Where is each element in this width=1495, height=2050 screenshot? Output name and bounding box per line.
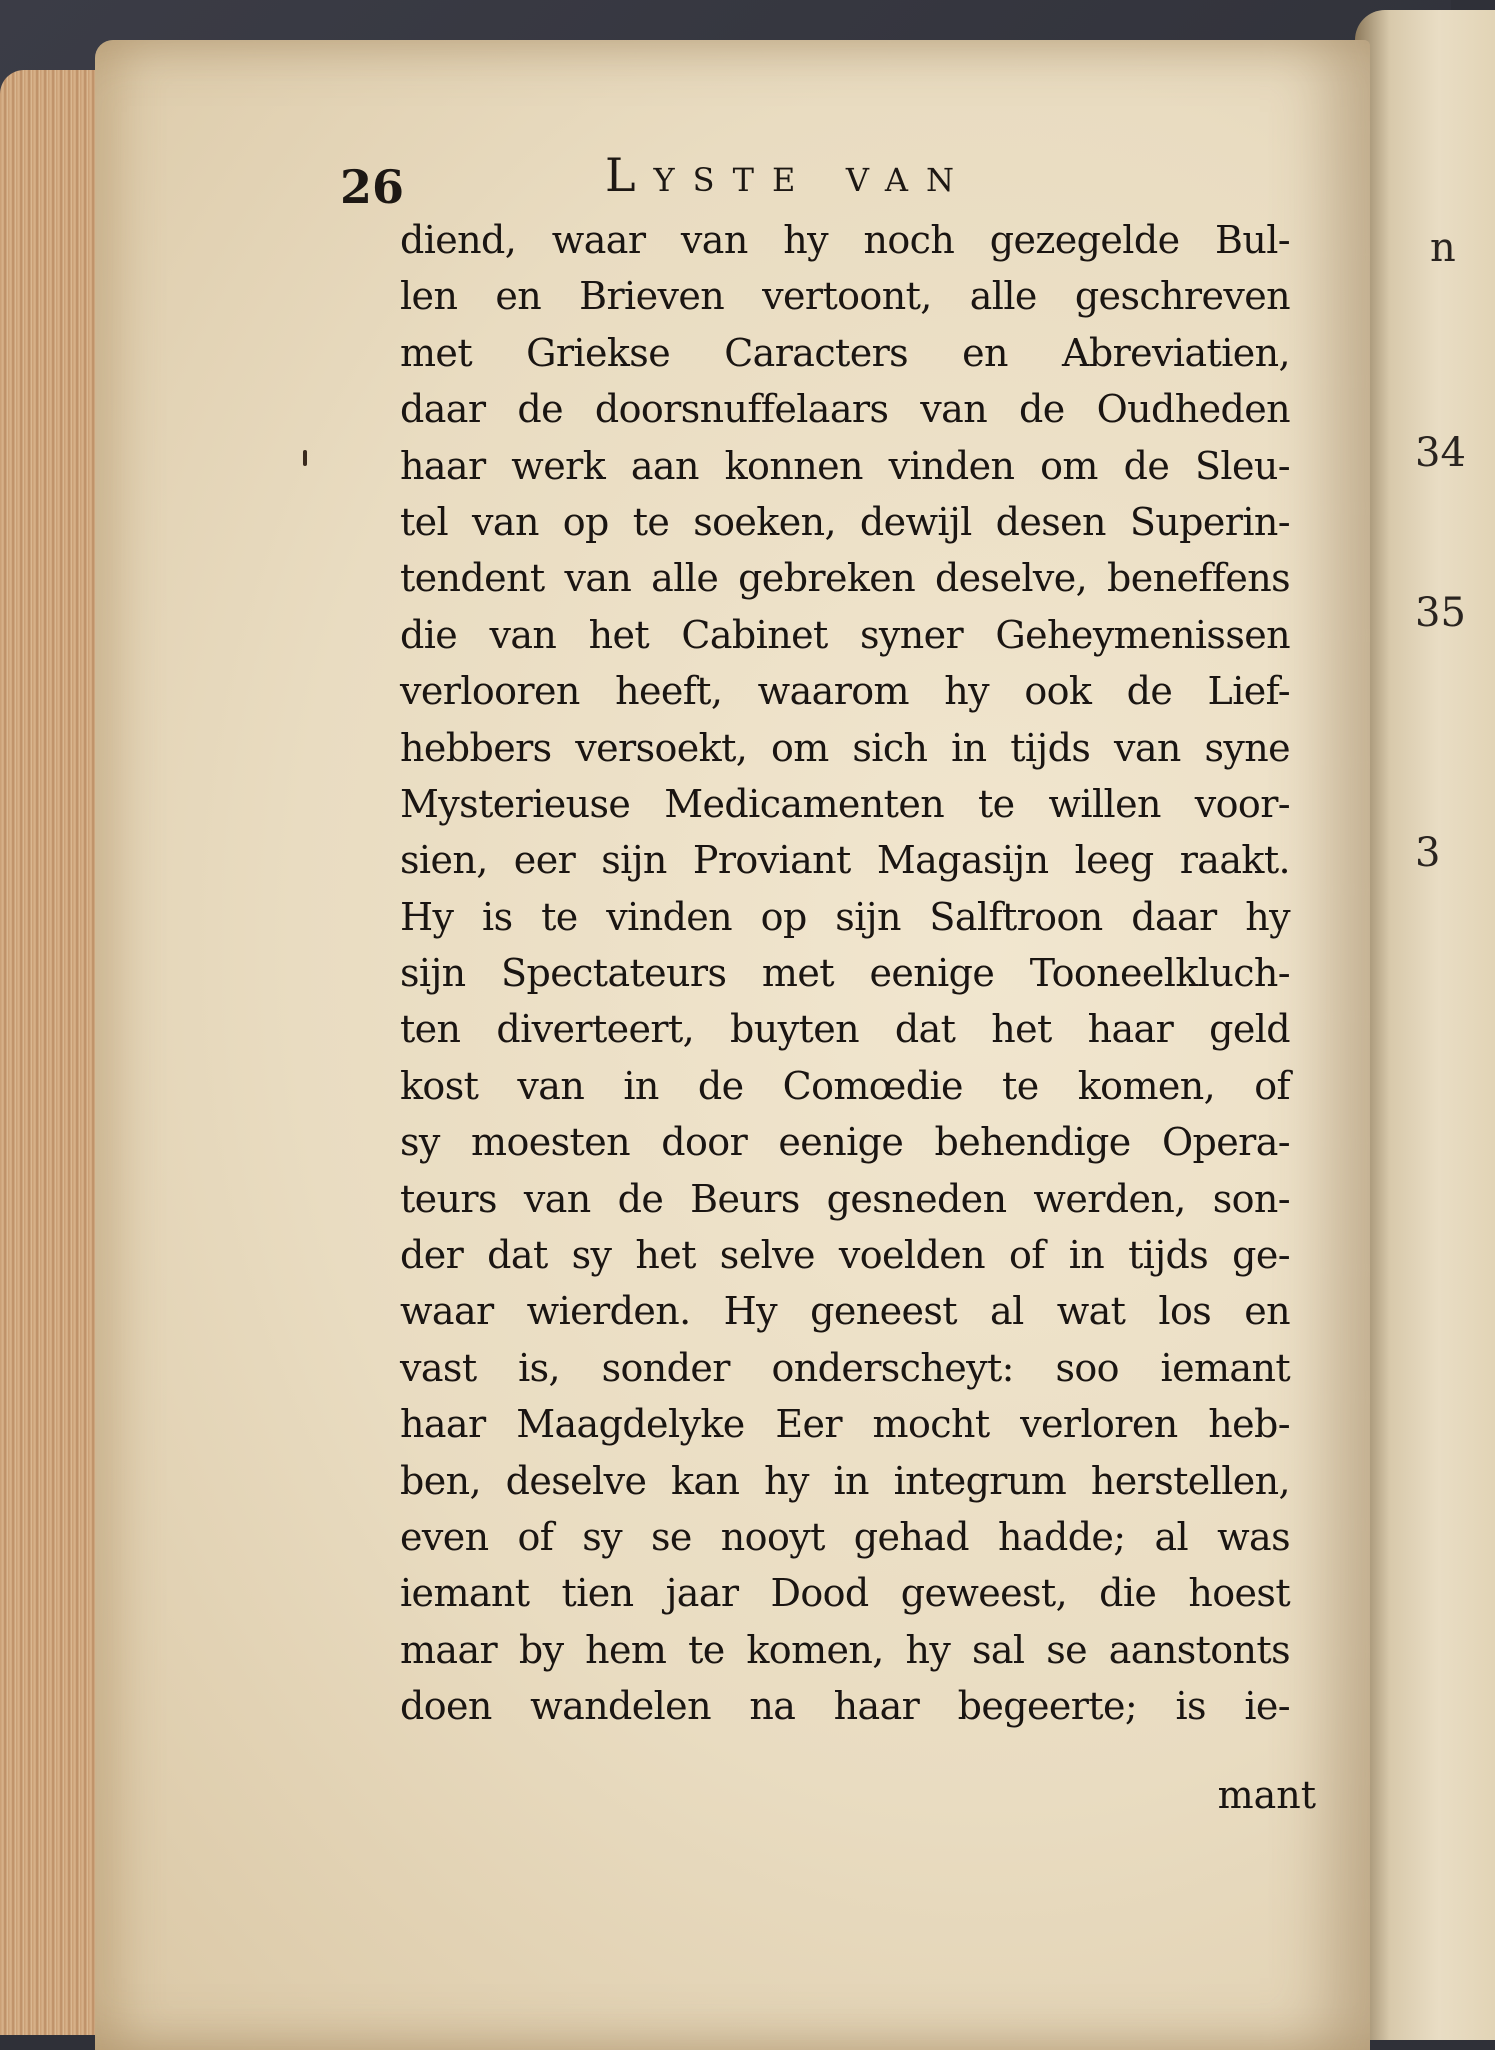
text-line: hebbers versoekt, om sich in tijds van syne <box>400 725 1290 770</box>
text-line: doen wandelen na haar begeerte; is ie- <box>400 1684 1290 1729</box>
text-line: waar wierden. Hy geneest al wat los en <box>400 1289 1290 1334</box>
text-line: haar werk aan konnen vinden om de Sleu- <box>400 443 1290 488</box>
ink-speck <box>303 450 307 466</box>
text-line: Mysterieuse Medicamenten te willen voor- <box>400 781 1290 826</box>
text-line: vast is, sonder onderscheyt: soo iemant <box>400 1345 1290 1390</box>
text-line: maar by hem te komen, hy sal se aanstonts <box>400 1627 1290 1672</box>
running-head: Lyste van <box>605 148 972 202</box>
text-line: sy moesten door eenige behendige Opera- <box>400 1120 1290 1165</box>
body-text <box>400 212 1290 1735</box>
text-line: kost van in de Comœdie te komen, of <box>400 1063 1290 1108</box>
text-line: tendent van alle gebreken deselve, beneffens <box>400 556 1290 601</box>
text-line: daar de doorsnuffelaars van de Oudheden <box>400 387 1290 432</box>
text-line: met Griekse Caracters en Abreviatien, <box>400 330 1290 375</box>
facing-page-mark: n <box>1430 225 1456 271</box>
text-line: der dat sy het selve voelden of in tijds ge- <box>400 1233 1290 1278</box>
text-line: ben, deselve kan hy in integrum herstellen, <box>400 1458 1290 1503</box>
text-line: sien, eer sijn Proviant Magasijn leeg raakt. <box>400 838 1290 883</box>
text-line: die van het Cabinet syner Geheymenissen <box>400 612 1290 657</box>
text-line: Hy is te vinden op sijn Salftroon daar hy <box>400 894 1290 939</box>
facing-page-mark: 35 <box>1415 590 1466 636</box>
facing-page-mark: 3 <box>1415 830 1441 876</box>
text-line: haar Maagdelyke Eer mocht verloren heb- <box>400 1402 1290 1447</box>
text-line: sijn Spectateurs met eenige Tooneelkluch- <box>400 951 1290 996</box>
text-line: even of sy se nooyt gehad hadde; al was <box>400 1514 1290 1559</box>
facing-page <box>1355 10 1495 2040</box>
text-line: ten diverteert, buyten dat het haar geld <box>400 1007 1290 1052</box>
catchword: mant <box>1217 1773 1316 1817</box>
text-line: verlooren heeft, waarom hy ook de Lief- <box>400 669 1290 714</box>
text-line: teurs van de Beurs gesneden werden, son- <box>400 1176 1290 1221</box>
text-line: iemant tien jaar Dood geweest, die hoest <box>400 1571 1290 1616</box>
facing-page-mark: 34 <box>1415 430 1466 476</box>
text-line: len en Brieven vertoont, alle geschreven <box>400 274 1290 319</box>
page-number: 26 <box>340 160 405 214</box>
text-line: diend, waar van hy noch gezegelde Bul- <box>400 218 1290 262</box>
text-line: tel van op te soeken, dewijl desen Superin- <box>400 499 1290 544</box>
